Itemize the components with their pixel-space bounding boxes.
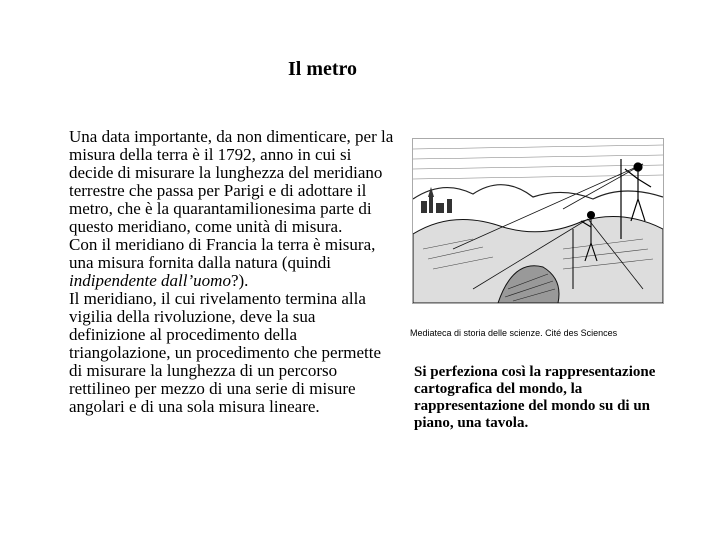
image-caption: Mediateca di storia delle scienze. Cité des Sciences — [410, 328, 618, 338]
side-text-block: Si perfeziona così la rappresentazione cartografica del mondo, la rappresentazione del mondo su di un piano, una tavola. — [414, 364, 656, 431]
main-text-block — [69, 128, 394, 416]
paragraph-3-text: Il meridiano, il cui rivelamento termina alla vigilia della rivoluzione, deve la sua definizione al procedimento della triangolazione, un procedimento che permette di misurare la lunghezza di un percorso rettilineo per mezzo di una serie di misure angolari e di una sola misura lineare. — [69, 289, 382, 416]
paragraph-3 — [69, 290, 394, 416]
engraving-image — [412, 138, 664, 304]
paragraph-2-italic: indipendente dall’uomo — [69, 271, 231, 290]
slide-title: Il metro — [288, 58, 358, 80]
paragraph-1 — [69, 128, 394, 236]
paragraph-2-text: Con il meridiano di Francia la terra è misura, una misura fornita dalla natura (quindi — [69, 235, 376, 272]
engraving-surveyors-illustration — [413, 139, 663, 303]
paragraph-2-end: ?). — [230, 271, 249, 290]
paragraph-2 — [69, 236, 394, 290]
paragraph-1-text: Una data importante, da non dimenticare, per la misura della terra è il 1792, anno in cui si decide di misurare la lunghezza del meridiano terrestre che passa per Parigi e di adottare il metro, che è la quarantamilionesima parte di questo meridiano, come unità di misura. — [69, 127, 394, 236]
